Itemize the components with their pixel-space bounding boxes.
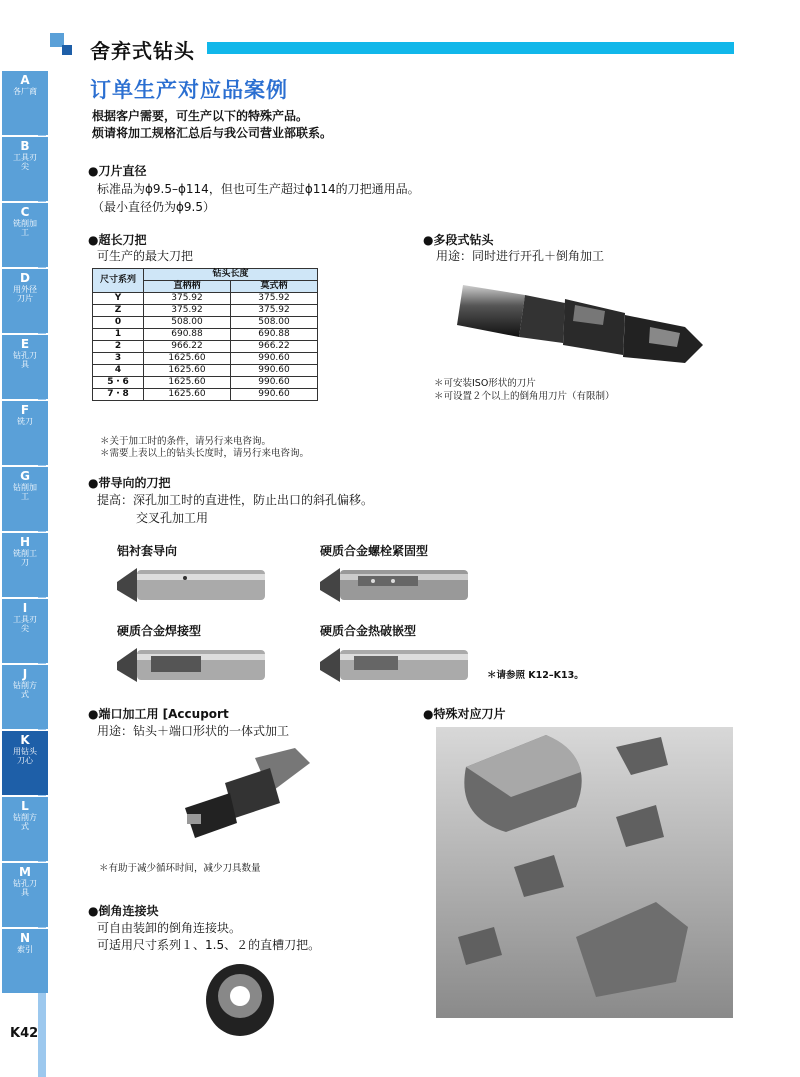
table-cell-size: 4: [93, 365, 144, 377]
intro-line-1: 根据客户需要，可生产以下的特殊产品。: [92, 109, 309, 123]
sidebar-tab-label: 钻孔刀具: [13, 879, 37, 897]
sidebar-tab-l[interactable]: [2, 796, 48, 861]
multi-stage-heading: [423, 232, 494, 249]
multi-stage-usage: 用途：同时进行开孔＋倒角加工: [436, 249, 605, 263]
chamfer-heading-text: 倒角连接块: [98, 904, 159, 918]
sidebar-tab-label: 用外径刀片: [13, 285, 37, 303]
sidebar-tab-letter: B: [20, 139, 30, 153]
guide-holder-image-4: [318, 642, 470, 688]
guided-holder-line-1: 提高：深孔加工时的直进性，防止出口的斜孔偏移。: [97, 493, 374, 507]
multi-stage-note-2: ＊可设置２个以上的倒角用刀片（有限制）: [434, 391, 615, 402]
multi-stage-heading-text: 多段式钻头: [433, 233, 494, 247]
sidebar-tab-j[interactable]: [2, 664, 48, 729]
special-blades-image: [436, 727, 733, 1018]
multi-stage-drill-image: [455, 265, 715, 375]
guide-holder-image-1: [115, 562, 267, 608]
bullet-icon: ●: [88, 707, 99, 721]
sidebar-tab-label: 各厂商: [13, 87, 37, 96]
special-blade-heading-text: 特殊对应刀片: [433, 707, 506, 721]
bullet-icon: ●: [88, 233, 99, 247]
bullet-icon: ●: [88, 164, 99, 178]
table-cell-size: 2: [93, 341, 144, 353]
special-blade-heading: [423, 706, 506, 723]
sidebar-tab-label: 铣削加工: [13, 219, 37, 237]
sidebar-tab-letter: K: [20, 733, 30, 747]
holder-length-table: [92, 268, 318, 401]
blade-diameter-line-2: （最小直径仍为ϕ9.5）: [92, 200, 216, 214]
guided-holder-heading-text: 带导向的刀把: [98, 476, 171, 490]
table-header-straight: 直柄柄: [144, 281, 231, 293]
table-row: [93, 377, 318, 389]
sidebar-tab-letter: J: [22, 667, 28, 681]
sidebar-tab-label: 用钻头刀心: [13, 747, 37, 765]
table-cell-a: 966.22: [144, 341, 231, 353]
table-cell-size: 0: [93, 317, 144, 329]
section-title: 订单生产对应品案例: [90, 78, 288, 102]
table-cell-size: 3: [93, 353, 144, 365]
port-drill-image: [165, 748, 315, 848]
long-holder-caption: 可生产的最大刀把: [97, 249, 194, 263]
guided-holder-line-2: 交叉孔加工用: [136, 511, 209, 525]
sidebar-tab-label: 钻削方式: [13, 813, 37, 831]
sidebar-tab-c[interactable]: [2, 202, 48, 267]
sidebar-tab-label: 工具刃尖: [13, 153, 37, 171]
port-usage: 用途：钻头＋端口形状的一体式加工: [97, 724, 290, 738]
blade-diameter-heading-text: 刀片直径: [98, 164, 147, 178]
table-row: [93, 329, 318, 341]
guide-type-1-label: 铝衬套导向: [117, 544, 178, 558]
sidebar-tab-label: 钻削方式: [13, 681, 37, 699]
long-holder-heading-text: 超长刀把: [98, 233, 147, 247]
table-cell-b: 375.92: [231, 293, 318, 305]
table-row: [93, 305, 318, 317]
sidebar-tab-label: 钻削加工: [13, 483, 37, 501]
guide-holder-image-3: [115, 642, 267, 688]
sidebar-tab-letter: A: [20, 73, 30, 87]
table-cell-b: 990.60: [231, 365, 318, 377]
table-row: [93, 365, 318, 377]
table-cell-a: 375.92: [144, 293, 231, 305]
table-cell-size: Y: [93, 293, 144, 305]
sidebar-tab-letter: C: [20, 205, 30, 219]
table-cell-size: Z: [93, 305, 144, 317]
guide-type-2-label: 硬质合金螺栓紧固型: [320, 544, 429, 558]
table-cell-b: 375.92: [231, 305, 318, 317]
long-holder-note-1: ＊关于加工时的条件，请另行来电咨询。: [100, 436, 272, 447]
bullet-icon: ●: [88, 904, 99, 918]
sidebar-tab-letter: I: [22, 601, 28, 615]
table-cell-a: 375.92: [144, 305, 231, 317]
sidebar-tab-e[interactable]: [2, 334, 48, 399]
guided-holder-heading: [88, 475, 171, 492]
chamfer-line-2: 可适用尺寸系列１、1.5、２的直槽刀把。: [97, 938, 321, 952]
table-row: [93, 353, 318, 365]
table-cell-b: 990.60: [231, 389, 318, 401]
sidebar-tab-label: 工具刃尖: [13, 615, 37, 633]
sidebar-tab-h[interactable]: [2, 532, 48, 597]
blade-diameter-heading: [88, 163, 147, 180]
intro-line-2: 烦请将加工规格汇总后与我公司营业部联系。: [92, 126, 333, 140]
sidebar-tab-letter: E: [20, 337, 30, 351]
table-cell-a: 1625.60: [144, 353, 231, 365]
table-row: [93, 389, 318, 401]
sidebar-tab-g[interactable]: [2, 466, 48, 531]
chamfer-heading: [88, 903, 159, 920]
sidebar-tab-letter: D: [20, 271, 30, 285]
table-cell-a: 1625.60: [144, 377, 231, 389]
multi-stage-note-1: ＊可安装ISO形状的刀片: [434, 378, 536, 389]
table-cell-a: 508.00: [144, 317, 231, 329]
page-title: 舍弃式钻头: [90, 39, 195, 63]
port-heading: [88, 706, 229, 723]
long-holder-note-2: ＊需要上表以上的钻头长度时，请另行来电咨询。: [100, 448, 310, 459]
sidebar-tab-b[interactable]: [2, 136, 48, 201]
table-cell-size: 1: [93, 329, 144, 341]
table-row: [93, 293, 318, 305]
sidebar-tab-letter: H: [19, 535, 31, 549]
port-note: ＊有助于减少循环时间，减少刀具数量: [99, 863, 261, 874]
bullet-icon: ●: [88, 476, 99, 490]
table-row: [93, 317, 318, 329]
table-cell-b: 966.22: [231, 341, 318, 353]
sidebar-tab-label: 钻孔刀具: [13, 351, 37, 369]
sidebar-tab-label: 铣刀: [17, 417, 33, 426]
header-bar: [207, 42, 734, 54]
header-square-icon-dark: [62, 45, 72, 55]
sidebar-tab-letter: L: [21, 799, 29, 813]
long-holder-heading: [88, 232, 147, 249]
sidebar-tab-i[interactable]: [2, 598, 48, 663]
sidebar-tab-k[interactable]: [2, 730, 48, 795]
table-cell-size: 7・8: [93, 389, 144, 401]
blade-diameter-line-1: 标准品为ϕ9.5–ϕ114，但也可生产超过ϕ114的刀把通用品。: [97, 182, 420, 196]
table-cell-b: 990.60: [231, 353, 318, 365]
table-row: [93, 341, 318, 353]
table-cell-a: 690.88: [144, 329, 231, 341]
guide-type-3-label: 硬质合金焊接型: [117, 624, 202, 638]
page-number: K42: [10, 1026, 39, 1041]
table-cell-size: 5・6: [93, 377, 144, 389]
sidebar-tab-letter: G: [20, 469, 30, 483]
sidebar-tab-d[interactable]: [2, 268, 48, 333]
table-header-morse: 莫式柄: [231, 281, 318, 293]
sidebar-tab-letter: N: [19, 931, 31, 945]
table-cell-b: 508.00: [231, 317, 318, 329]
table-header-size: 尺寸系列: [93, 269, 144, 293]
chamfer-block-image: [200, 960, 280, 1042]
table-header-group: 钻头长度: [144, 269, 318, 281]
bullet-icon: ●: [423, 707, 434, 721]
sidebar-tab-a[interactable]: [2, 70, 48, 135]
guide-holder-image-2: [318, 562, 470, 608]
guide-type-4-label: 硬质合金热破嵌型: [320, 624, 417, 638]
sidebar-tab-letter: F: [20, 403, 30, 417]
sidebar-tab-f[interactable]: [2, 400, 48, 465]
reference-note: ＊请参照 K12–K13。: [487, 670, 584, 681]
sidebar-tab-label: 索引: [17, 945, 33, 954]
port-heading-text: 端口加工用 [Accuport: [98, 707, 229, 721]
sidebar-tab-letter: M: [19, 865, 31, 879]
bullet-icon: ●: [423, 233, 434, 247]
table-cell-a: 1625.60: [144, 365, 231, 377]
table-cell-b: 690.88: [231, 329, 318, 341]
table-cell-b: 990.60: [231, 377, 318, 389]
sidebar-tab-label: 铣削工刀: [13, 549, 37, 567]
chamfer-line-1: 可自由装卸的倒角连接块。: [97, 921, 242, 935]
sidebar-tab-n[interactable]: [2, 928, 48, 993]
sidebar-tab-m[interactable]: [2, 862, 48, 927]
table-cell-a: 1625.60: [144, 389, 231, 401]
